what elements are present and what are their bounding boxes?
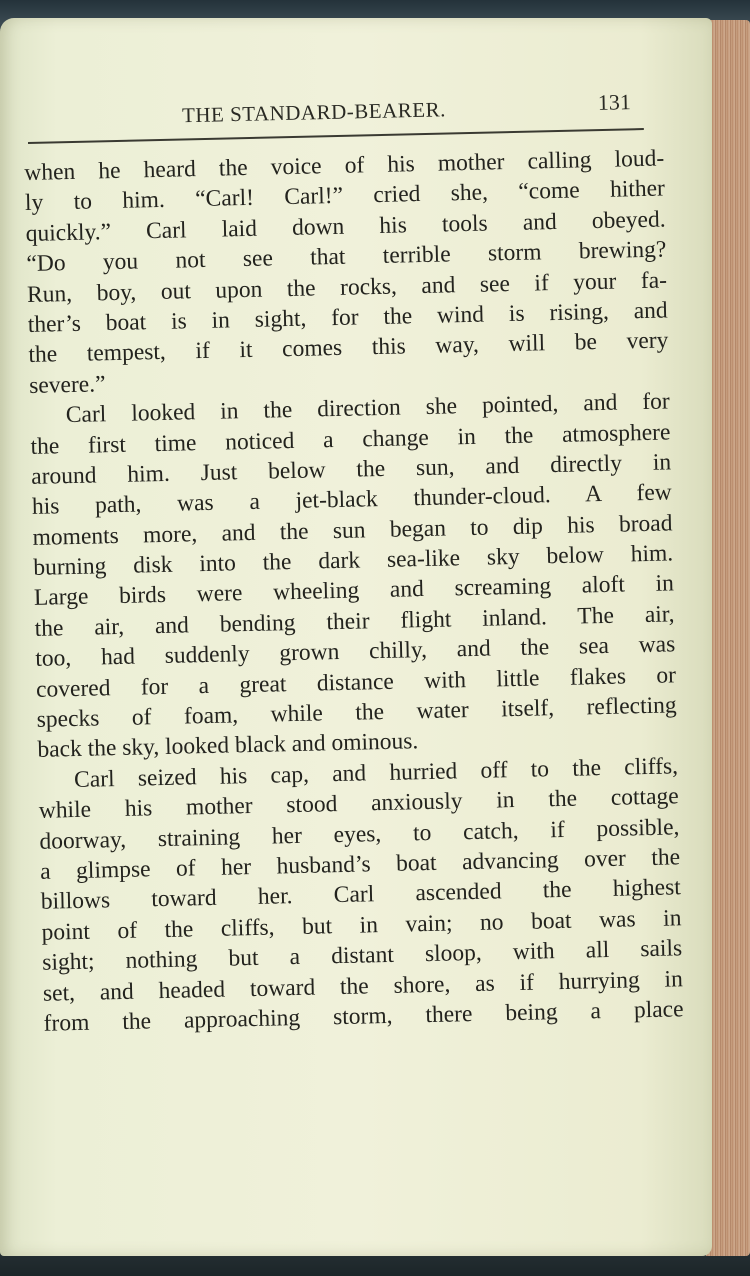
body-text — [24, 143, 684, 1039]
text-line: moments more, and the sun began to dip his broad — [32, 510, 673, 551]
text-line: back the sky, looked black and ominous. — [37, 728, 419, 764]
text-line: when he heard the voice of his mother calling loud- — [24, 145, 665, 186]
text-line: too, had suddenly grown chilly, and the sea was — [35, 631, 676, 673]
header-rule — [28, 128, 644, 144]
text-line: from the approaching storm, there being a place — [43, 996, 684, 1037]
text-line: Carl looked in the direction she pointed, and for — [65, 388, 670, 429]
text-line: point of the cliffs, but in vain; no boat was in — [41, 905, 682, 946]
text-line: Run, boy, out upon the rocks, and see if your fa- — [26, 267, 668, 308]
text-line: ly to him. “Carl! Carl!” cried she, “come hither — [24, 175, 666, 217]
text-line: burning disk into the dark sea-like sky below him. — [33, 540, 674, 581]
text-line: a glimpse of her husband’s boat advancing over the — [39, 844, 681, 885]
page-fore-edge — [706, 20, 750, 1256]
text-line: quickly.” Carl laid down his tools and obeyed. — [25, 206, 666, 247]
text-line: the air, and bending their flight inland. The air, — [34, 601, 675, 642]
text-line: sight; nothing but a distant sloop, with all sails — [41, 935, 683, 976]
text-line: “Do you not see that terrible storm brewing? — [26, 236, 667, 278]
text-line: severe.” — [28, 370, 106, 399]
text-line: while his mother stood anxiously in the cottage — [38, 783, 679, 825]
page-number: 131 — [597, 89, 632, 115]
page-header — [150, 83, 651, 134]
text-line: Carl seized his cap, and hurried off to the cliffs, — [73, 753, 679, 793]
text-line: doorway, straining her eyes, to catch, if possible, — [39, 813, 680, 855]
text-line: Large birds were wheeling and screaming aloft in — [33, 570, 675, 612]
text-line: ther’s boat is in sight, for the wind is rising, and — [27, 297, 668, 338]
text-line: the tempest, if it comes this way, will be very — [28, 327, 669, 369]
text-line: specks of foam, while the water itself, reflecting — [36, 692, 677, 733]
running-title: THE STANDARD-BEARER. — [181, 97, 447, 128]
text-line: around him. Just below the sun, and directly in — [30, 449, 672, 490]
book-page — [0, 18, 712, 1256]
text-line: the first time noticed a change in the atmosphere — [30, 418, 671, 460]
text-line: set, and headed toward the shore, as if hurrying in — [42, 965, 684, 1007]
text-line: covered for a great distance with little flakes or — [35, 661, 677, 703]
text-line: billows toward her. Carl ascended the highest — [40, 874, 682, 916]
text-line: his path, was a jet-black thunder-cloud. A few — [31, 479, 673, 521]
